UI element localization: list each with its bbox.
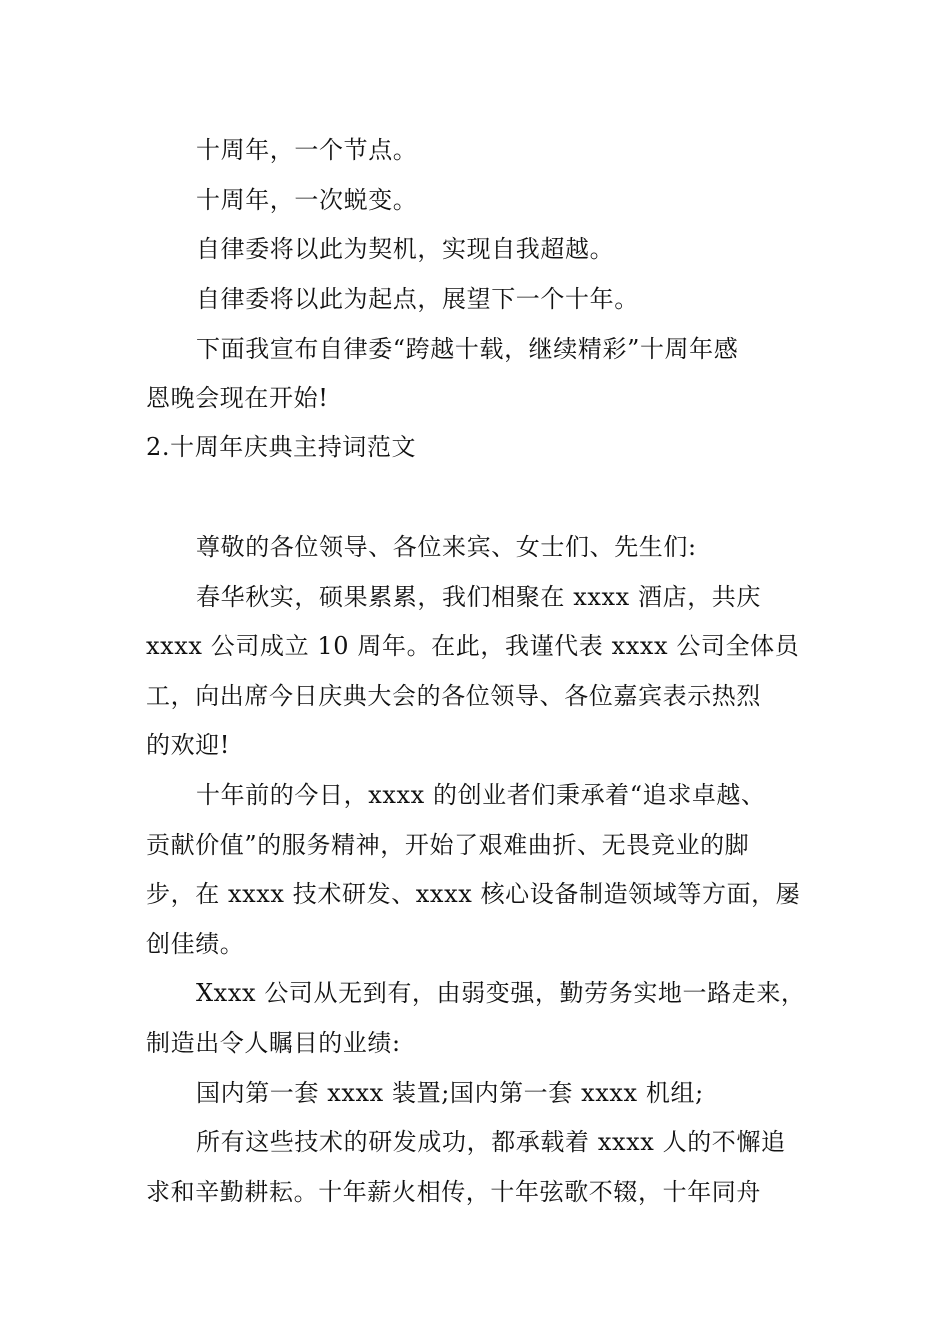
text-line-2: 十周年，一次蜕变。 xyxy=(196,186,418,214)
text-line-11: 工，向出席今日庆典大会的各位领导、各位嘉宾表示热烈 xyxy=(146,682,761,710)
text-line-21: 求和辛勤耕耘。十年薪火相传，十年弦歌不辍，十年同舟 xyxy=(146,1178,761,1206)
text-line-6: 恩晚会现在开始! xyxy=(146,384,329,412)
text-line-15: 步，在 xxxx 技术研发、xxxx 核心设备制造领域等方面，屡 xyxy=(146,880,801,908)
text-line-19: 国内第一套 xxxx 装置;国内第一套 xxxx 机组; xyxy=(196,1079,704,1107)
text-line-16: 创佳绩。 xyxy=(146,930,245,958)
text-line-9: 春华秋实，硕果累累，我们相聚在 xxxx 酒店，共庆 xyxy=(196,583,761,611)
text-line-5: 下面我宣布自律委“跨越十载，继续精彩”十周年感 xyxy=(196,335,739,363)
text-line-12: 的欢迎! xyxy=(146,731,231,759)
text-line-14: 贡献价值”的服务精神，开始了艰难曲折、无畏竞业的脚 xyxy=(146,831,750,859)
text-line-17: Xxxx 公司从无到有，由弱变强，勤劳务实地一路走来， xyxy=(196,979,806,1007)
text-line-1: 十周年，一个节点。 xyxy=(196,136,418,164)
text-line-10: xxxx 公司成立 10 周年。在此，我谨代表 xxxx 公司全体员 xyxy=(146,632,800,660)
text-line-18: 制造出令人瞩目的业绩: xyxy=(146,1029,401,1057)
text-line-3: 自律委将以此为契机，实现自我超越。 xyxy=(196,235,615,263)
text-line-8: 尊敬的各位领导、各位来宾、女士们、先生们: xyxy=(196,533,697,561)
text-line-13: 十年前的今日，xxxx 的创业者们秉承着“追求卓越、 xyxy=(196,781,766,809)
text-line-20: 所有这些技术的研发成功，都承载着 xxxx 人的不懈追 xyxy=(196,1128,786,1156)
section-heading: 2.十周年庆典主持词范文 xyxy=(146,433,417,461)
text-line-4: 自律委将以此为起点，展望下一个十年。 xyxy=(196,285,639,313)
